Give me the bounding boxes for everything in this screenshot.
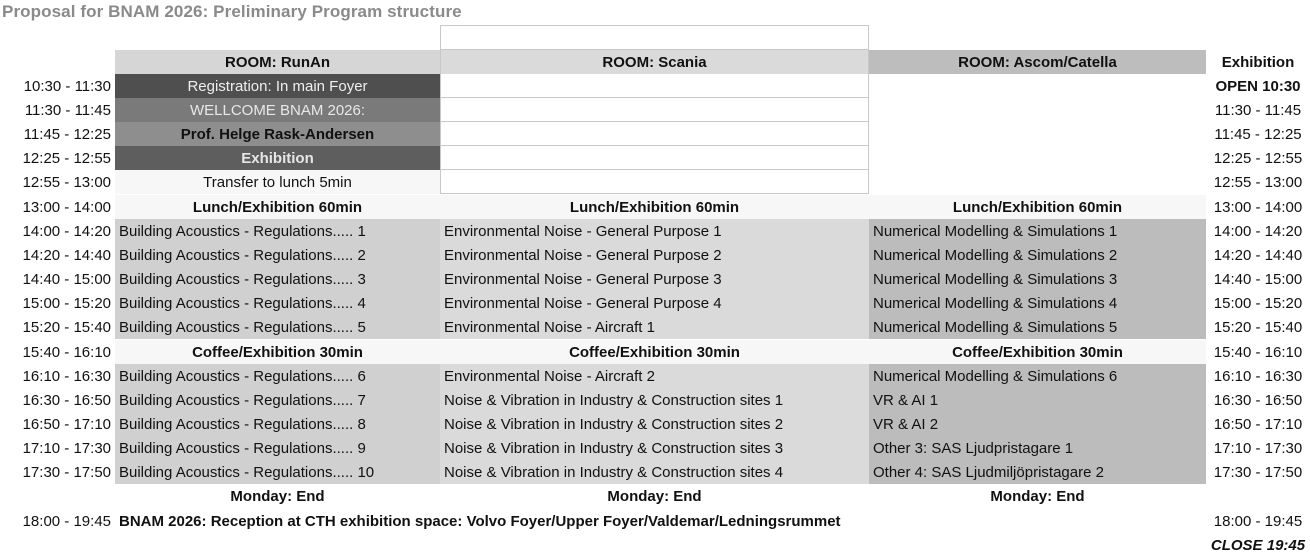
exhibition-header: Exhibition (1221, 53, 1295, 71)
session-ascom: Numerical Modelling & Simulations 6 (869, 364, 1206, 388)
session-runan: Building Acoustics - Regulations..... 7 (115, 388, 440, 412)
schedule-row (0, 146, 1310, 170)
exhibition-time: 12:25 - 12:55 (1213, 149, 1303, 167)
end-row (0, 484, 1310, 508)
end-scania: Monday: End (607, 487, 702, 505)
time-slot: 10:30 - 11:30 (23, 77, 111, 95)
session-runan: Building Acoustics - Regulations..... 10 (115, 460, 440, 484)
exhibition-time: 16:30 - 16:50 (1213, 391, 1303, 409)
room-header-runan: ROOM: RunAn (115, 50, 440, 74)
coffee-ascom: Coffee/Exhibition 30min (869, 340, 1206, 364)
session-ascom: Other 4: SAS Ljudmiljöpristagare 2 (869, 460, 1206, 484)
session-scania: Noise & Vibration in Industry & Construction sites 4 (440, 460, 869, 484)
session-scania: Environmental Noise - General Purpose 4 (440, 291, 869, 315)
exhibition-time: 12:55 - 13:00 (1213, 173, 1303, 191)
time-slot: 14:00 - 14:20 (22, 222, 111, 240)
schedule-row (0, 267, 1310, 291)
schedule-row (0, 98, 1310, 122)
schedule-row (0, 364, 1310, 388)
time-slot: 16:30 - 16:50 (22, 391, 111, 409)
session-runan: WELLCOME BNAM 2026: (115, 98, 440, 122)
room-header-scania: ROOM: Scania (440, 50, 869, 74)
exhibition-time: 15:00 - 15:20 (1213, 294, 1303, 312)
schedule-row (0, 122, 1310, 146)
lunch-ascom: Lunch/Exhibition 60min (869, 195, 1206, 219)
session-scania: Environmental Noise - General Purpose 1 (440, 219, 869, 243)
session-scania-empty (440, 74, 869, 98)
schedule-row (0, 412, 1310, 436)
session-ascom: VR & AI 1 (869, 388, 1206, 412)
session-scania-empty (440, 122, 869, 146)
time-slot: 17:10 - 17:30 (22, 439, 111, 457)
time-slot: 17:30 - 17:50 (22, 463, 111, 481)
session-scania: Noise & Vibration in Industry & Construction sites 3 (440, 436, 869, 460)
header-row (0, 50, 1310, 74)
session-scania: Environmental Noise - Aircraft 2 (440, 364, 869, 388)
exhibition-time: 18:00 - 19:45 (1213, 512, 1303, 530)
session-runan: Building Acoustics - Regulations..... 9 (115, 436, 440, 460)
time-slot: 18:00 - 19:45 (22, 512, 111, 530)
reception-label: BNAM 2026: Reception at CTH exhibition space: Volvo Foyer/Upper Foyer/Valdemar/Ledningsrummet (119, 512, 841, 530)
session-runan: Building Acoustics - Regulations..... 8 (115, 412, 440, 436)
time-slot: 14:20 - 14:40 (22, 246, 111, 264)
session-scania-empty (440, 170, 869, 194)
session-runan: Prof. Helge Rask-Andersen (115, 122, 440, 146)
exhibition-time: 15:40 - 16:10 (1213, 343, 1303, 361)
coffee-runan: Coffee/Exhibition 30min (115, 340, 440, 364)
session-runan: Building Acoustics - Regulations..... 3 (115, 267, 440, 291)
lunch-scania: Lunch/Exhibition 60min (440, 195, 869, 219)
schedule-row (0, 388, 1310, 412)
schedule-row (0, 219, 1310, 243)
schedule-row (0, 243, 1310, 267)
session-ascom: Numerical Modelling & Simulations 5 (869, 315, 1206, 339)
session-ascom: Numerical Modelling & Simulations 4 (869, 291, 1206, 315)
time-slot: 15:40 - 16:10 (22, 343, 111, 361)
session-runan: Building Acoustics - Regulations..... 5 (115, 315, 440, 339)
exhibition-close: CLOSE 19:45 (1210, 536, 1306, 554)
session-scania: Noise & Vibration in Industry & Construction sites 2 (440, 412, 869, 436)
coffee-scania: Coffee/Exhibition 30min (440, 340, 869, 364)
time-slot: 12:25 - 12:55 (22, 149, 111, 167)
session-ascom: Other 3: SAS Ljudpristagare 1 (869, 436, 1206, 460)
session-ascom: Numerical Modelling & Simulations 3 (869, 267, 1206, 291)
exhibition-time: 16:10 - 16:30 (1213, 367, 1303, 385)
session-runan: Registration: In main Foyer (115, 74, 440, 98)
lunch-row (0, 195, 1310, 219)
time-slot: 11:30 - 11:45 (24, 101, 111, 119)
exhibition-time: OPEN 10:30 (1215, 77, 1301, 95)
session-ascom: VR & AI 2 (869, 412, 1206, 436)
end-ascom: Monday: End (990, 487, 1085, 505)
exhibition-time: 13:00 - 14:00 (1213, 198, 1303, 216)
schedule-row (0, 74, 1310, 98)
session-runan: Exhibition (115, 146, 440, 170)
exhibition-time: 15:20 - 15:40 (1213, 318, 1303, 336)
exhibition-time: 17:30 - 17:50 (1213, 463, 1303, 481)
session-runan: Building Acoustics - Regulations..... 6 (115, 364, 440, 388)
session-runan: Building Acoustics - Regulations..... 1 (115, 219, 440, 243)
session-scania: Noise & Vibration in Industry & Construction sites 1 (440, 388, 869, 412)
session-scania-empty (440, 98, 869, 122)
page-title: Proposal for BNAM 2026: Preliminary Program structure (2, 2, 462, 21)
time-slot: 15:20 - 15:40 (22, 318, 111, 336)
session-scania: Environmental Noise - General Purpose 2 (440, 243, 869, 267)
schedule-row (0, 315, 1310, 339)
close-row (0, 533, 1310, 556)
time-slot: 16:50 - 17:10 (22, 415, 111, 433)
lunch-runan: Lunch/Exhibition 60min (115, 195, 440, 219)
end-runan: Monday: End (230, 487, 325, 505)
time-slot: 12:55 - 13:00 (22, 173, 111, 191)
time-slot: 13:00 - 14:00 (22, 198, 111, 216)
session-ascom: Numerical Modelling & Simulations 2 (869, 243, 1206, 267)
exhibition-time: 17:10 - 17:30 (1213, 439, 1303, 457)
empty-header-box (440, 25, 869, 50)
time-slot: 16:10 - 16:30 (22, 367, 111, 385)
exhibition-time: 16:50 - 17:10 (1213, 415, 1303, 433)
time-slot: 15:00 - 15:20 (22, 294, 111, 312)
session-runan: Transfer to lunch 5min (115, 170, 440, 194)
schedule-row (0, 460, 1310, 484)
schedule-row (0, 291, 1310, 315)
time-slot: 11:45 - 12:25 (23, 125, 111, 143)
exhibition-time: 11:45 - 12:25 (1214, 125, 1302, 143)
room-header-ascom: ROOM: Ascom/Catella (869, 50, 1206, 74)
schedule-row (0, 170, 1310, 194)
session-scania: Environmental Noise - General Purpose 3 (440, 267, 869, 291)
time-slot: 14:40 - 15:00 (22, 270, 111, 288)
exhibition-time: 14:40 - 15:00 (1213, 270, 1303, 288)
session-scania-empty (440, 146, 869, 170)
session-runan: Building Acoustics - Regulations..... 2 (115, 243, 440, 267)
exhibition-time: 14:20 - 14:40 (1213, 246, 1303, 264)
exhibition-time: 14:00 - 14:20 (1213, 222, 1303, 240)
exhibition-time: 11:30 - 11:45 (1214, 101, 1302, 119)
session-ascom: Numerical Modelling & Simulations 1 (869, 219, 1206, 243)
session-runan: Building Acoustics - Regulations..... 4 (115, 291, 440, 315)
coffee-row (0, 340, 1310, 364)
session-scania: Environmental Noise - Aircraft 1 (440, 315, 869, 339)
schedule-row (0, 436, 1310, 460)
reception-row (0, 509, 1310, 533)
